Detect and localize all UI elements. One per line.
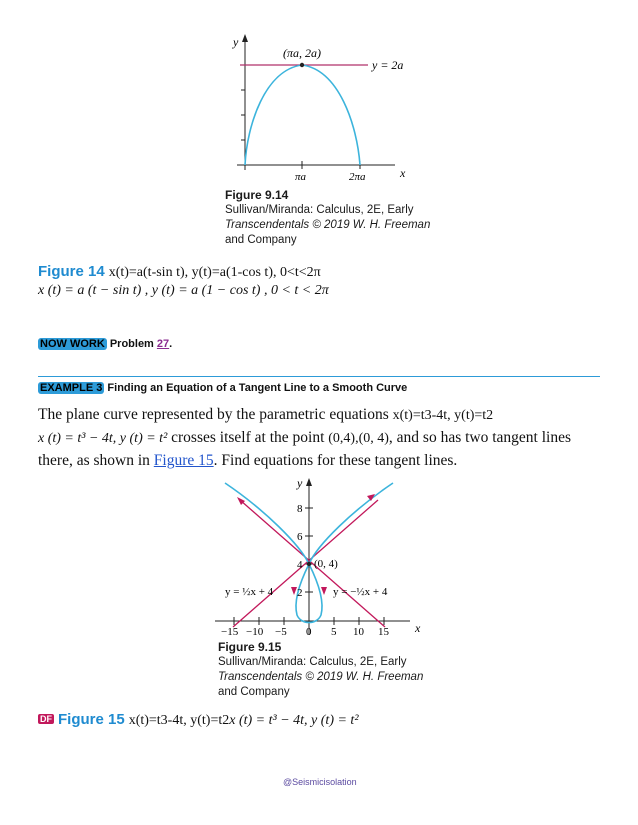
now-work-line — [38, 338, 172, 350]
example-p2-math2: (0, 4) — [358, 431, 389, 446]
figure-15-caption-line3: and Company — [218, 686, 290, 698]
figure-15-ytick-8: 8 — [297, 503, 303, 515]
figure-14-y-axis-label: y — [233, 35, 239, 49]
figure-15-caption-line1: Sullivan/Miranda: Calculus, 2E, Early — [218, 656, 407, 668]
figure-15-xtick-15: 15 — [378, 626, 389, 638]
now-work-suffix: . — [169, 338, 173, 350]
example-heading — [38, 382, 407, 394]
figure-15-alt-text: x(t)=t3-4t, y(t)=t2 — [128, 713, 230, 728]
figure-15-xtick-m15: −15 — [221, 626, 239, 638]
example-p1: The plane curve represented by the parametric equations — [38, 406, 389, 423]
figure-15-xtick-10: 10 — [353, 626, 364, 638]
example-p3-a: there, as shown in — [38, 452, 150, 469]
figure-14-caption — [225, 203, 430, 248]
figure-14-math: x (t) = a (t − sin t) , y (t) = a (1 − cos t) , 0 < t < 2π — [38, 283, 329, 298]
now-work-badge: NOW WORK — [40, 338, 105, 350]
watermark: @Seismicisolation — [283, 777, 357, 787]
df-badge[interactable]: DF — [40, 714, 52, 724]
figure-15-caption-line2: Transcendentals © 2019 W. H. Freeman — [218, 671, 424, 683]
figure-15-label-line — [38, 711, 359, 729]
figure-15-y-axis-label: y — [297, 476, 303, 490]
figure-14-label-line — [38, 263, 321, 281]
example-paragraph — [38, 404, 603, 472]
figure-15-xtick-0: 0 — [306, 626, 312, 638]
example-badge: EXAMPLE 3 — [40, 382, 103, 394]
figure-14-caption-line3: and Company — [225, 234, 297, 246]
figure-14-tick-pi: πa — [295, 171, 307, 183]
figure-15-left-line-label: y = ½x + 4 — [225, 586, 274, 598]
figure-15-ytick-6: 6 — [297, 531, 303, 543]
example-p2-text: crosses itself at the point — [171, 429, 325, 446]
figure-15-link[interactable]: Figure 15 — [153, 452, 214, 469]
figure-14-caption-title: Figure 9.14 — [225, 188, 289, 202]
figure-15-xtick-5: 5 — [331, 626, 337, 638]
now-work-problem-link[interactable]: 27 — [156, 338, 170, 350]
figure-15-xtick-m5: −5 — [275, 626, 287, 638]
section-divider — [38, 376, 600, 377]
example-p2-end: , and so has two tangent lines — [388, 429, 572, 446]
figure-15-xtick-m10: −10 — [246, 626, 264, 638]
figure-15-point-label: (0, 4) — [314, 558, 338, 570]
figure-15-ytick-4: 4 — [297, 559, 303, 571]
figure-14-x-axis-label: x — [400, 166, 406, 180]
figure-15-ytick-2: 2 — [297, 587, 303, 599]
example-title: Finding an Equation of a Tangent Line to a Smooth Curve — [107, 382, 408, 394]
example-p3-b: . Find equations for these tangent lines. — [213, 452, 458, 469]
figure-15-caption — [218, 655, 423, 700]
figure-14-line-label: y = 2a — [372, 58, 404, 72]
example-p2-alt: (0,4), — [328, 431, 359, 446]
figure-14-label: Figure 14 — [38, 263, 105, 280]
figure-15-label: Figure 15 — [58, 711, 125, 728]
figure-15-right-line-label: y = −½x + 4 — [333, 586, 388, 598]
figure-15-math: x (t) = t³ − 4t, y (t) = t² — [229, 713, 359, 728]
figure-14-caption-line2: Transcendentals © 2019 W. H. Freeman — [225, 219, 431, 231]
figure-15-x-axis-label: x — [415, 621, 421, 635]
example-p1-alt: x(t)=t3-4t, y(t)=t2 — [392, 408, 494, 423]
figure-14-caption-line1: Sullivan/Miranda: Calculus, 2E, Early — [225, 204, 414, 216]
figure-15-plot — [205, 475, 435, 640]
now-work-text: Problem — [109, 338, 154, 350]
example-p2-math: x (t) = t³ − 4t, y (t) = t² — [38, 431, 168, 446]
figure-14-peak-label: (πa, 2a) — [283, 46, 322, 60]
figure-15-caption-title: Figure 9.15 — [218, 640, 282, 654]
figure-14-alt-text: x(t)=a(t-sin t), y(t)=a(1-cos t), 0<t<2π — [108, 265, 321, 280]
figure-14-plot — [225, 30, 425, 190]
figure-14-tick-2pi: 2πa — [349, 171, 366, 183]
